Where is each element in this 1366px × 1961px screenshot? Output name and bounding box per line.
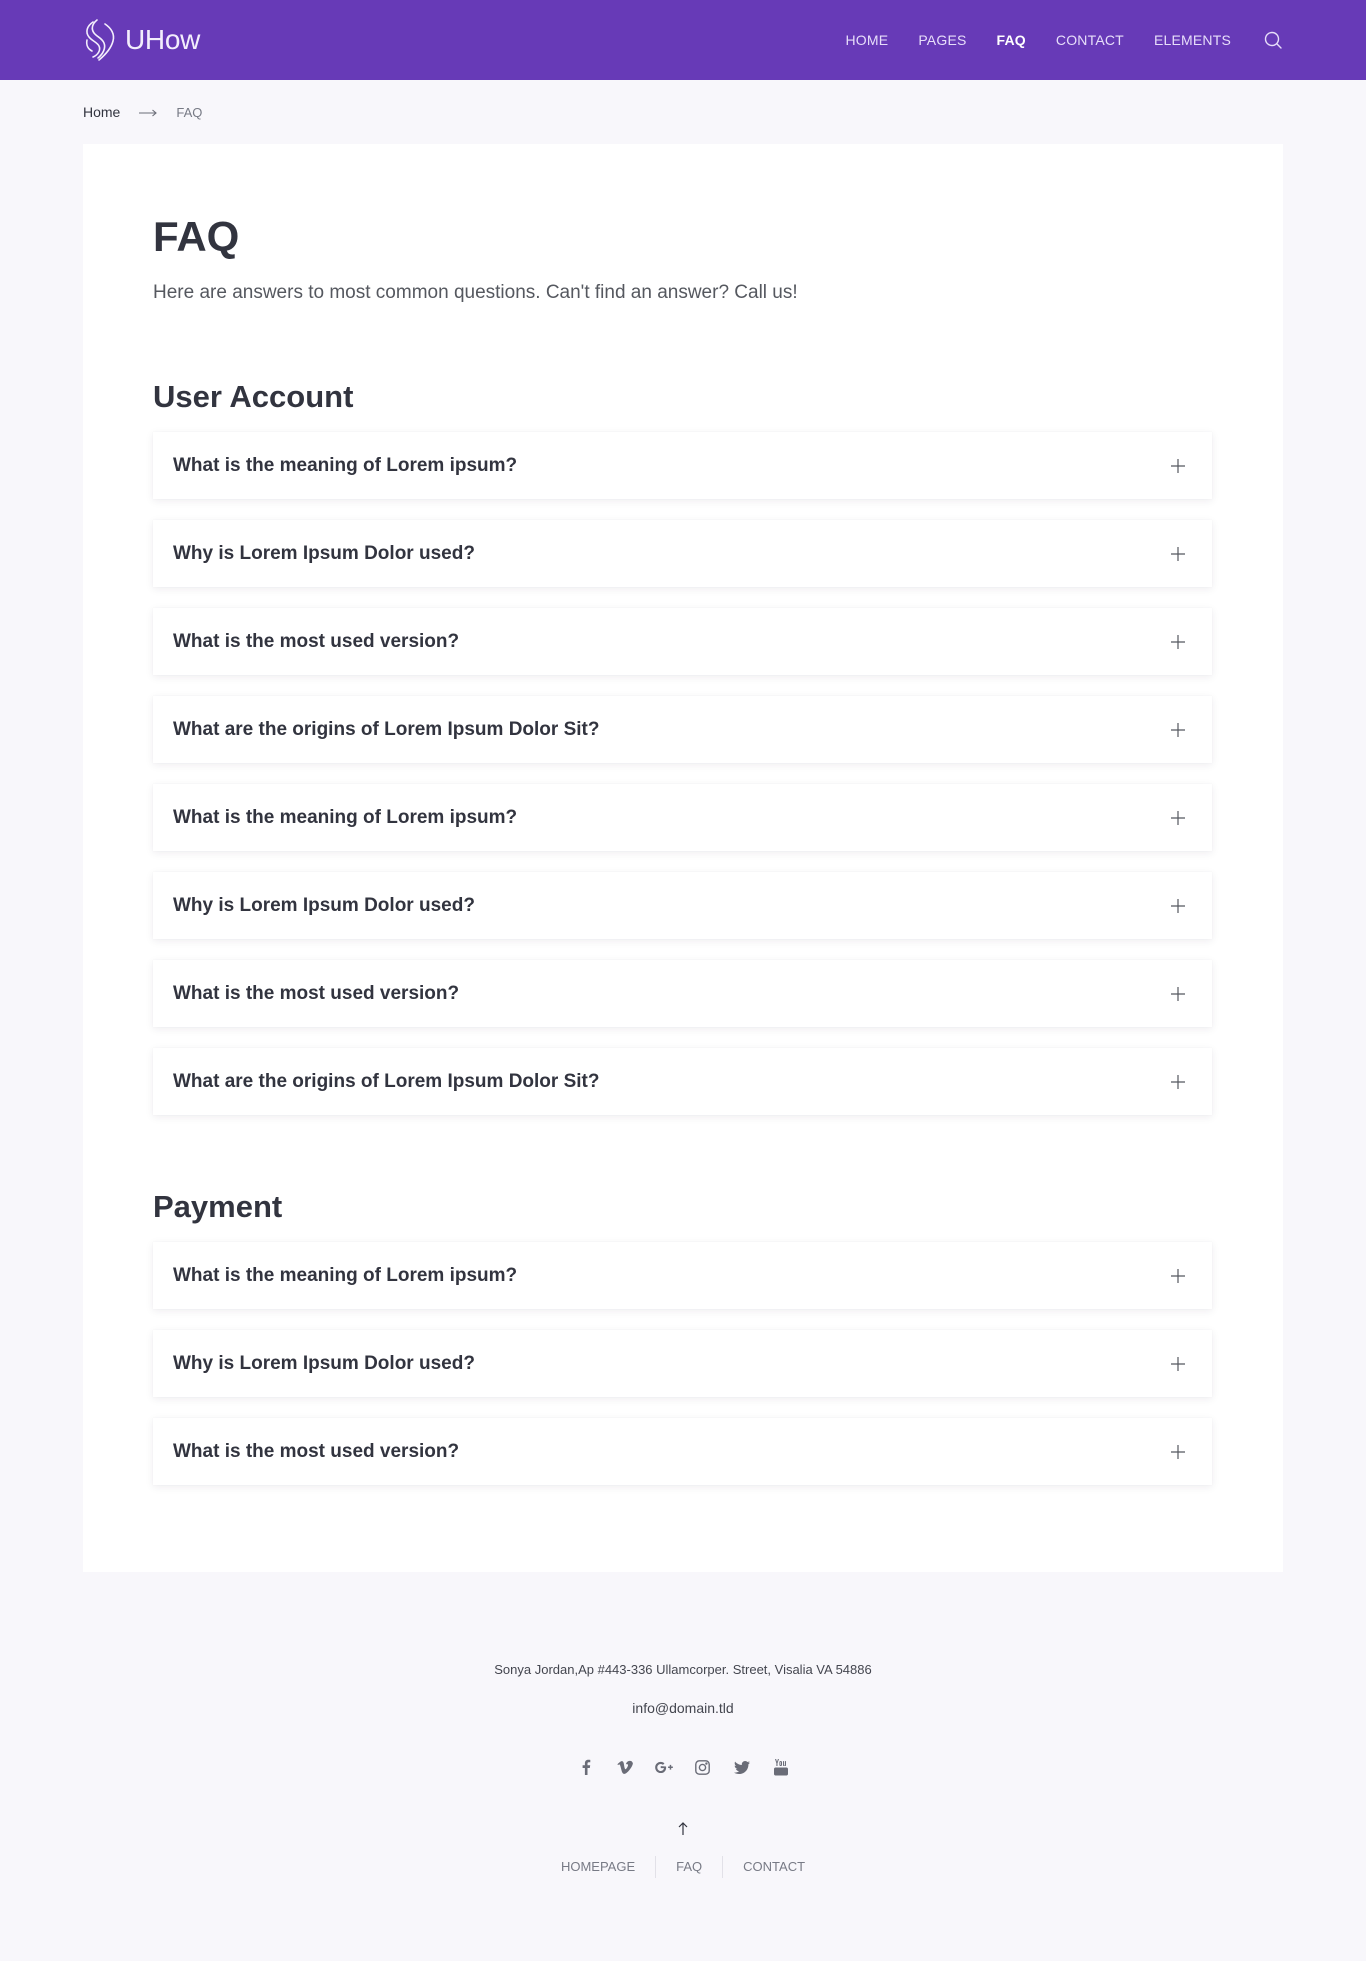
google-plus-icon[interactable] (655, 1758, 673, 1776)
faq-question: What is the meaning of Lorem ipsum? (173, 454, 518, 476)
faq-question: What is the meaning of Lorem ipsum? (173, 806, 518, 828)
youtube-icon[interactable] (772, 1758, 790, 1776)
footer-nav (0, 1856, 1366, 1878)
faq-question: What is the meaning of Lorem ipsum? (173, 1264, 518, 1286)
section-title-payment: Payment (153, 1189, 283, 1225)
faq-item[interactable] (153, 608, 1212, 675)
faq-question: What is the most used version? (173, 630, 460, 652)
main-nav (816, 30, 1284, 50)
arrow-up-icon[interactable] (676, 1822, 690, 1836)
vimeo-icon[interactable] (616, 1758, 634, 1776)
section-title-user-account: User Account (153, 379, 354, 415)
faq-item[interactable] (153, 520, 1212, 587)
faq-item[interactable] (153, 1418, 1212, 1485)
faq-item[interactable] (153, 696, 1212, 763)
faq-question: What are the origins of Lorem Ipsum Dolor Sit? (173, 718, 600, 740)
nav-item-pages[interactable]: PAGES (918, 32, 967, 48)
facebook-icon[interactable] (577, 1758, 595, 1776)
footer-link-faq[interactable]: FAQ (655, 1856, 722, 1878)
nav-item-faq[interactable]: FAQ (996, 32, 1026, 48)
footer-email[interactable]: info@domain.tld (632, 1700, 734, 1716)
nav-item-elements[interactable]: ELEMENTS (1153, 32, 1231, 48)
faq-question: Why is Lorem Ipsum Dolor used? (173, 542, 475, 564)
social-links (0, 1758, 1366, 1776)
arrow-right-icon (139, 104, 157, 121)
faq-item[interactable] (153, 1330, 1212, 1397)
site-footer (0, 1572, 1366, 1878)
brand-name: UHow (125, 24, 201, 55)
faq-content (83, 144, 1283, 1572)
footer-address: Sonya Jordan,Ap #443-336 Ullamcorper. Street, Visalia VA 54886 (494, 1662, 872, 1677)
footer-link-contact[interactable]: CONTACT (722, 1856, 825, 1878)
plus-icon[interactable] (1171, 547, 1185, 561)
twitter-icon[interactable] (733, 1758, 751, 1776)
faq-list-payment (153, 1242, 1213, 1485)
faq-item[interactable] (153, 784, 1212, 851)
breadcrumb (0, 80, 1366, 144)
faq-question: Why is Lorem Ipsum Dolor used? (173, 894, 475, 916)
back-to-top (0, 1822, 1366, 1836)
faq-item[interactable] (153, 872, 1212, 939)
plus-icon[interactable] (1171, 811, 1185, 825)
faq-item[interactable] (153, 432, 1212, 499)
faq-list-user-account (153, 432, 1213, 1115)
faq-question: What is the most used version? (173, 1440, 460, 1462)
faq-item[interactable] (153, 960, 1212, 1027)
plus-icon[interactable] (1171, 1075, 1185, 1089)
footer-link-homepage[interactable]: HOMEPAGE (560, 1859, 636, 1874)
faq-item[interactable] (153, 1242, 1212, 1309)
plus-icon[interactable] (1171, 1269, 1185, 1283)
site-header (0, 0, 1366, 80)
nav-item-home[interactable]: HOME (845, 32, 889, 48)
plus-icon[interactable] (1171, 459, 1185, 473)
breadcrumb-home[interactable]: Home (83, 104, 121, 120)
plus-icon[interactable] (1171, 899, 1185, 913)
faq-question: What are the origins of Lorem Ipsum Dolor Sit? (173, 1070, 600, 1092)
brand[interactable] (83, 18, 200, 62)
plus-icon[interactable] (1171, 635, 1185, 649)
nav-item-contact[interactable]: CONTACT (1055, 32, 1124, 48)
plus-icon[interactable] (1171, 1357, 1185, 1371)
breadcrumb-current: FAQ (176, 104, 203, 120)
faq-question: What is the most used version? (173, 982, 460, 1004)
page-subtitle: Here are answers to most common questions. Can't find an answer? Call us! (153, 282, 798, 304)
instagram-icon[interactable] (694, 1758, 712, 1776)
plus-icon[interactable] (1171, 1445, 1185, 1459)
faq-item[interactable] (153, 1048, 1212, 1115)
search-icon[interactable] (1263, 30, 1283, 50)
page-title: FAQ (153, 213, 240, 260)
plus-icon[interactable] (1171, 723, 1185, 737)
plus-icon[interactable] (1171, 987, 1185, 1001)
hands-logo-icon (83, 18, 119, 62)
faq-question: Why is Lorem Ipsum Dolor used? (173, 1352, 475, 1374)
